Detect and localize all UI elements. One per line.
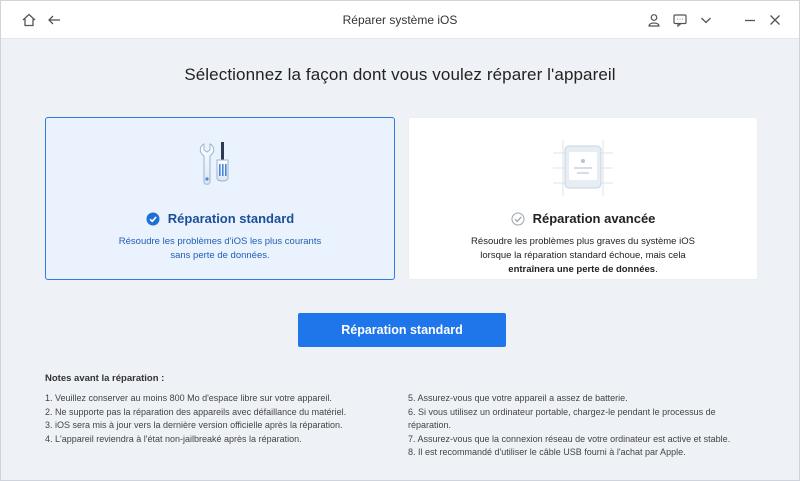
- title-bar: [1, 1, 799, 39]
- list-item: 7. Assurez-vous que la connexion réseau de votre ordinateur est active et stable.: [408, 433, 731, 444]
- list-item: 6. Si vous utilisez un ordinateur portable, chargez-le pendant le processus de: [408, 406, 716, 417]
- check-circle-outline-icon: [511, 212, 525, 226]
- list-item: 1. Veuillez conserver au moins 800 Mo d'espace libre sur votre appareil.: [45, 393, 332, 403]
- window-title: Réparer système iOS: [342, 13, 458, 27]
- device-icon: [409, 138, 757, 198]
- standard-repair-button[interactable]: Réparation standard: [298, 313, 506, 347]
- chevron-down-icon[interactable]: [696, 10, 716, 30]
- list-item: 4. L'appareil reviendra à l'état non-jailbreaké après la réparation.: [45, 433, 302, 444]
- standard-repair-title: Réparation standard: [167, 211, 295, 226]
- notes-list-left: [45, 392, 385, 446]
- check-circle-filled-icon: [146, 212, 160, 226]
- list-item: 3. iOS sera mis à jour vers la dernière version officielle après la réparation.: [45, 420, 343, 431]
- user-icon[interactable]: [644, 10, 664, 30]
- list-item: réparation.: [408, 420, 452, 431]
- feedback-icon[interactable]: [670, 10, 690, 30]
- advanced-repair-title: Réparation avancée: [532, 211, 656, 226]
- list-item: 2. Ne supporte pas la réparation des appareils avec défaillance du matériel.: [45, 406, 347, 417]
- list-item: 5. Assurez-vous que votre appareil a assez de batterie.: [408, 393, 628, 403]
- advanced-repair-card[interactable]: [408, 117, 758, 280]
- notes-list-right: [408, 392, 748, 460]
- tools-icon: [46, 138, 394, 198]
- list-item: 8. Il est recommandé d'utiliser le câble USB fourni à l'achat par Apple.: [408, 447, 686, 458]
- minimize-icon[interactable]: [740, 10, 760, 30]
- page-heading: Sélectionnez la façon dont vous voulez réparer l'appareil: [184, 65, 616, 84]
- advanced-repair-description: Résoudre les problèmes plus graves du système iOS lorsque la réparation standard échoue, mais cela entraînera une perte de données.: [471, 236, 695, 275]
- standard-repair-description: Résoudre les problèmes d'iOS les plus courants sans perte de données.: [118, 236, 322, 261]
- close-icon[interactable]: [765, 10, 785, 30]
- notes-title: Notes avant la réparation :: [45, 373, 165, 384]
- standard-repair-card[interactable]: [45, 117, 395, 280]
